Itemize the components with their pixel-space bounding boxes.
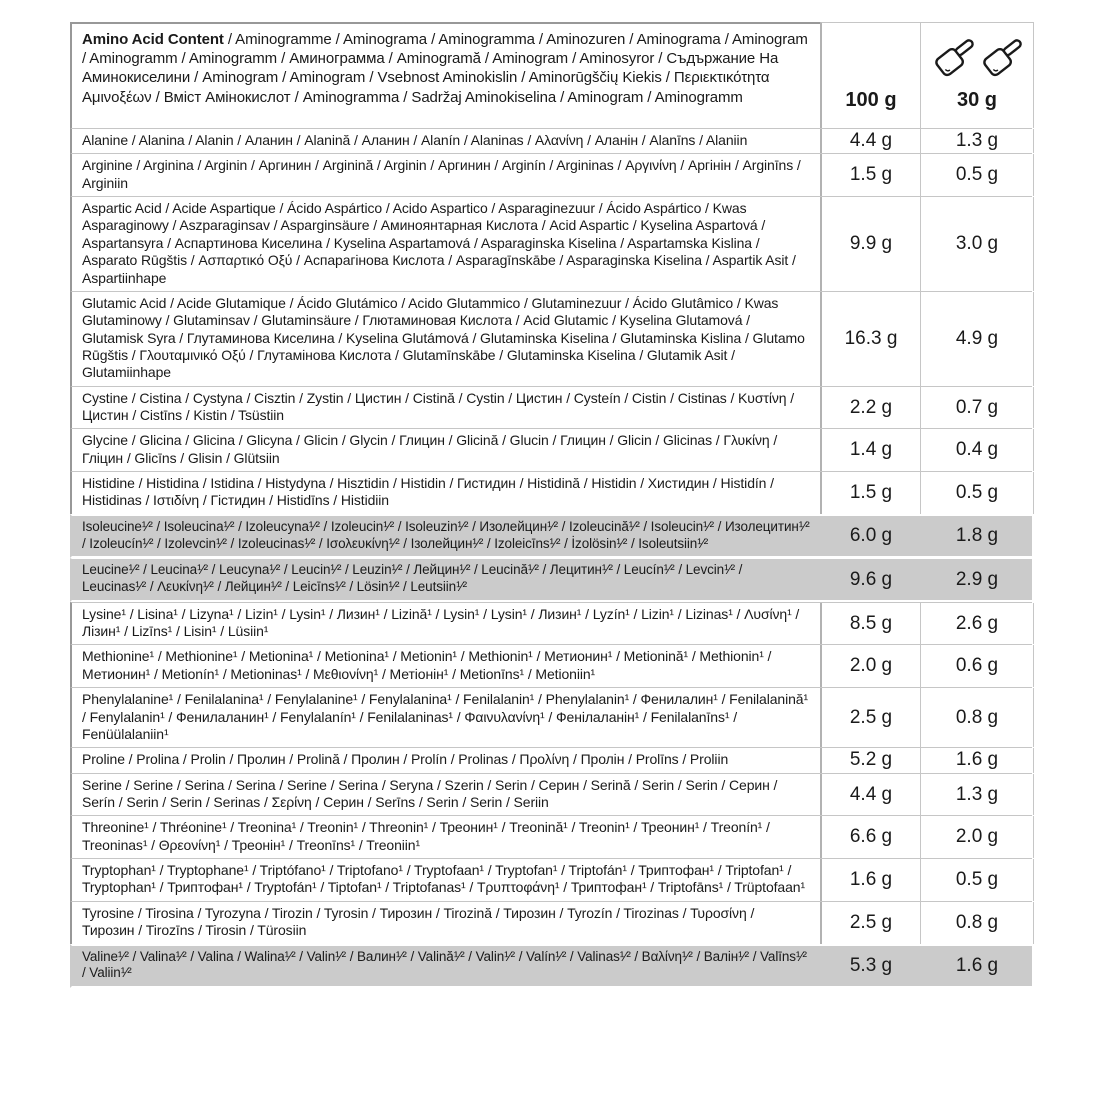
table-row — [70, 428, 1032, 471]
amino-name-cell: Lysine¹ / Lisina¹ / Lizyna¹ / Lizin¹ / Lysin¹ / Лизин¹ / Lizină¹ / Lysin¹ / Lysin¹ / Лизин¹ / Lyzín¹ / Lizin¹ / Lizinas¹ / Λυσίνη¹ / Лізин¹ / Lizīns¹ / Lisin¹ / Lüsiin¹ — [82, 605, 800, 640]
table-row — [70, 153, 1032, 196]
value-30g-cell: 0.6 g — [920, 645, 1034, 687]
value-30g-cell: 2.6 g — [920, 603, 1034, 645]
value-100g-cell: 2.5 g — [820, 688, 920, 747]
amino-name-cell: Leucine¹⁄² / Leucina¹⁄² / Leucyna¹⁄² / Leucin¹⁄² / Leuzin¹⁄² / Лейцин¹⁄² / Leucină¹⁄² / Лецитин¹⁄² / Leucín¹⁄² / Levcin¹⁄² / Leucinas¹⁄² / Λευκίνη¹⁄² / Лейцин¹⁄² / Leicīns¹⁄² / Lösin¹⁄² / Leutsiin¹⁄² — [82, 562, 743, 595]
table-row — [70, 944, 1032, 988]
scoop-icon — [983, 36, 1025, 77]
table-row — [70, 471, 1032, 514]
table-row — [70, 815, 1032, 858]
value-100g-cell: 8.5 g — [820, 603, 920, 645]
value-30g-cell: 0.5 g — [920, 472, 1034, 514]
value-30g-cell: 0.8 g — [920, 902, 1034, 944]
table-row — [70, 901, 1032, 944]
value-100g-cell: 1.6 g — [820, 859, 920, 901]
value-30g-cell: 2.0 g — [920, 816, 1034, 858]
amino-name-cell: Histidine / Histidina / Istidina / Histydyna / Hisztidin / Histidin / Гистидин / Histidină / Histidin / Хистидин / Histidín / Histidinas / Ιστιδίνη / Гістидин / Histidīns / Histidiin — [82, 475, 774, 509]
amino-name-cell: Tyrosine / Tirosina / Tyrozyna / Tirozin / Tyrosin / Тирозин / Tirozină / Тирозин / Tyrozín / Tirozinas / Τυροσίνη / Тирозин / Tirozīns / Tirosin / Türosiin — [82, 904, 755, 939]
amino-name-cell: Glutamic Acid / Acide Glutamique / Ácido Glutámico / Acido Glutammico / Glutaminezuur / Ácido Glutâmico / Kwas Glutaminowy / Glutaminsav / Glutaminsäure / Глютаминовая Кислота / Acid Glutamic / Kyselina Glutamová / Glutamisk Syra / Глутаминова Киселина / Kyselina Glutámová / Glutaminska Kiselina / Glutaminska Kislina / Glutamo Rūgštis / Γλουταμινικό Οξύ / Глутамінова Кислота / Glutamīnskābe / Glutaminska Kiselina / Glutamik Asit / Glutamiinhape — [82, 294, 805, 381]
value-30g-cell: 1.3 g — [920, 129, 1034, 153]
value-30g-cell: 0.8 g — [920, 688, 1034, 747]
table-row — [70, 858, 1032, 901]
value-100g-cell: 2.5 g — [820, 902, 920, 944]
value-30g-cell: 4.9 g — [920, 292, 1034, 386]
scoop-icon — [935, 36, 980, 77]
amino-acid-table — [70, 22, 1032, 988]
table-row — [70, 558, 1032, 601]
value-30g-cell: 1.6 g — [955, 954, 999, 976]
table-row — [70, 386, 1032, 429]
table-row — [70, 644, 1032, 687]
table-row — [70, 687, 1032, 747]
amino-name-cell: Methionine¹ / Methionine¹ / Metionina¹ / Metionina¹ / Metionin¹ / Methionin¹ / Метионин¹ / Metionină¹ / Methionin¹ / Метионин¹ / Metionín¹ / Metioninas¹ / Μεθιονίνη¹ / Метіонін¹ / Metionīns¹ / Metioniin¹ — [82, 648, 772, 682]
table-row — [70, 514, 1032, 558]
amino-name-cell: Serine / Serine / Serina / Serina / Serine / Serina / Seryna / Szerin / Serin / Серин / Serină / Serin / Serin / Серин / Serín / Serin / Serin / Serinas / Σερίνη / Серин / Serīns / Serin / Serin / Seriin — [82, 776, 778, 810]
value-100g-cell: 9.6 g — [849, 568, 893, 590]
amino-name-cell: Glycine / Glicina / Glicina / Glicyna / Glicin / Glycin / Глицин / Glicină / Glucin / Глицин / Glicin / Glicinas / Γλυκίνη / Гліцин / Glicīns / Glisin / Glütsiin — [82, 432, 778, 466]
amino-name-cell: Phenylalanine¹ / Fenilalanina¹ / Fenylalanine¹ / Fenylalanina¹ / Fenilalanin¹ / Phenylalanin¹ / Фенилалин¹ / Fenilalanină¹ / Fenylalanin¹ / Фенилаланин¹ / Fenylalanín¹ / Fenilalaninas¹ / Φαινυλανίνη¹ / Фенілаланін¹ / Fenilalanīns¹ / Fenüülalaniin¹ — [82, 691, 809, 742]
amino-name-cell: Arginine / Arginina / Arginin / Аргинин / Arginină / Arginin / Аргинин / Arginín / Argininas / Αργινίνη / Аргінін / Arginīns / Arginiin — [82, 157, 801, 191]
amino-name-cell: Threonine¹ / Thréonine¹ / Treonina¹ / Treonin¹ / Threonin¹ / Треонин¹ / Treonină¹ / Treonin¹ / Треонин¹ / Treonín¹ / Treoninas¹ / Θρεονίνη¹ / Треонін¹ / Treonīns¹ / Treoniin¹ — [82, 819, 770, 853]
value-100g-cell: 6.0 g — [849, 525, 893, 547]
table-title-bold: Amino Acid Content — [82, 31, 224, 48]
value-100g-cell: 9.9 g — [820, 197, 920, 291]
table-title-translations: / Aminogramme / Aminograma / Aminogramma / Aminozuren / Aminograma / Aminogram / Aminogramm / Aminogramm / Аминограмма / Aminogramă / Aminogram / Aminosyror / Съдържание На Аминокиселини / Aminogram / Aminogram / Vsebnost Aminokislin / Aminorūgščių Kiekis / Περιεκτικότητα Αμινοξέων / Вміст Амінокислот / Aminogramma / Sadržaj Aminokiselina / Aminogram / Aminogramm — [82, 31, 808, 106]
value-30g-cell: 0.4 g — [920, 429, 1034, 471]
value-30g-cell: 1.8 g — [955, 525, 999, 547]
table-row — [70, 747, 1032, 772]
value-30g-cell: 3.0 g — [920, 197, 1034, 291]
value-30g-cell: 1.6 g — [920, 748, 1034, 772]
table-row — [70, 128, 1032, 153]
value-30g-cell: 2.9 g — [955, 568, 999, 590]
value-30g-cell: 1.3 g — [920, 774, 1034, 816]
value-30g-cell: 0.7 g — [920, 387, 1034, 429]
table-title — [72, 22, 820, 128]
value-100g-cell: 1.5 g — [820, 154, 920, 196]
amino-name-cell: Cystine / Cistina / Cystyna / Cisztin / Zystin / Цистин / Cistină / Cystin / Цистин / Cysteín / Cistin / Cistinas / Κυστίνη / Цистин / Cistīns / Kistin / Tsüstiin — [82, 389, 794, 424]
amino-name-cell: Aspartic Acid / Acide Aspartique / Ácido Aspártico / Acido Aspartico / Asparaginezuur / Ácido Aspártico / Kwas Asparaginowy / Aszparaginsav / Asparginsäure / Аминоянтарная Кислота / Acid Aspartic / Kyselina Aspartová / Aspartansyra / Аспартинова Киселина / Kyselina Aspartamová / Asparaginska Kiselina / Aspartamska Kislina / Asparato Rūgštis / Ασπαρτικό Οξύ / Аспарагінова Кислота / Asparagīnskābe / Asparaginska Kiselina / Aspartik Asit / Aspartiinhape — [82, 200, 796, 286]
amino-name-cell: Proline / Prolina / Prolin / Пролин / Prolină / Пролин / Prolín / Prolinas / Προλίνη / Пролін / Prolīns / Proliin — [82, 751, 729, 768]
value-30g-cell: 0.5 g — [920, 154, 1034, 196]
value-30g-cell: 0.5 g — [920, 859, 1034, 901]
value-100g-cell: 16.3 g — [820, 292, 920, 386]
column-header-30g — [920, 22, 1034, 128]
value-100g-cell: 5.3 g — [849, 954, 893, 976]
amino-name-cell: Isoleucine¹⁄² / Isoleucina¹⁄² / Izoleucyna¹⁄² / Izoleucin¹⁄² / Isoleuzin¹⁄² / Изолейцин¹⁄² / Izoleucină¹⁄² / Isoleucin¹⁄² / Изолецитин¹⁄² / Izoleucín¹⁄² / Izolevcin¹⁄² / Izoleucinas¹⁄² / Ισολευκίνη¹⁄² / Ізолейцин¹⁄² / Izoleicīns¹⁄² / İzolösin¹⁄² / Isoleutsiin¹⁄² — [82, 518, 810, 551]
value-100g-cell: 2.2 g — [820, 387, 920, 429]
value-100g-cell: 1.4 g — [820, 429, 920, 471]
amino-name-cell: Valine¹⁄² / Valina¹⁄² / Valina / Walina¹⁄² / Valin¹⁄² / Валин¹⁄² / Valină¹⁄² / Valin¹⁄² / Valín¹⁄² / Valinas¹⁄² / Βαλίνη¹⁄² / Валін¹⁄² / Valīns¹⁄² / Valiin¹⁄² — [82, 948, 807, 981]
amino-name-cell: Tryptophan¹ / Tryptophane¹ / Triptófano¹ / Triptofano¹ / Tryptofaan¹ / Tryptofan¹ / Triptofán¹ / Триптофан¹ / Triptofan¹ / Tryptophan¹ / Триптофан¹ / Tryptofán¹ / Tiptofan¹ / Triptofanas¹ / Τρυπτοφάνη¹ / Триптофан¹ / Triptofāns¹ / Trüptofaan¹ — [82, 862, 806, 896]
column-header-100g — [820, 22, 920, 128]
column-header-100g-label: 100 g — [845, 89, 897, 111]
value-100g-cell: 4.4 g — [820, 129, 920, 153]
value-100g-cell: 5.2 g — [820, 748, 920, 772]
table-row — [70, 602, 1032, 645]
table-row — [70, 291, 1032, 386]
table-row — [70, 196, 1032, 291]
column-header-30g-label: 30 g — [956, 89, 998, 111]
table-header-row — [70, 22, 1032, 128]
value-100g-cell: 4.4 g — [820, 774, 920, 816]
value-100g-cell: 2.0 g — [820, 645, 920, 687]
value-100g-cell: 1.5 g — [820, 472, 920, 514]
amino-name-cell: Alanine / Alanina / Alanin / Аланин / Alanină / Аланин / Alanín / Alaninas / Αλανίνη / Аланін / Alanīns / Alaniin — [82, 132, 748, 148]
value-100g-cell: 6.6 g — [820, 816, 920, 858]
table-row — [70, 773, 1032, 816]
amino-table-body — [70, 128, 1032, 988]
scoop-icons — [929, 30, 1025, 82]
